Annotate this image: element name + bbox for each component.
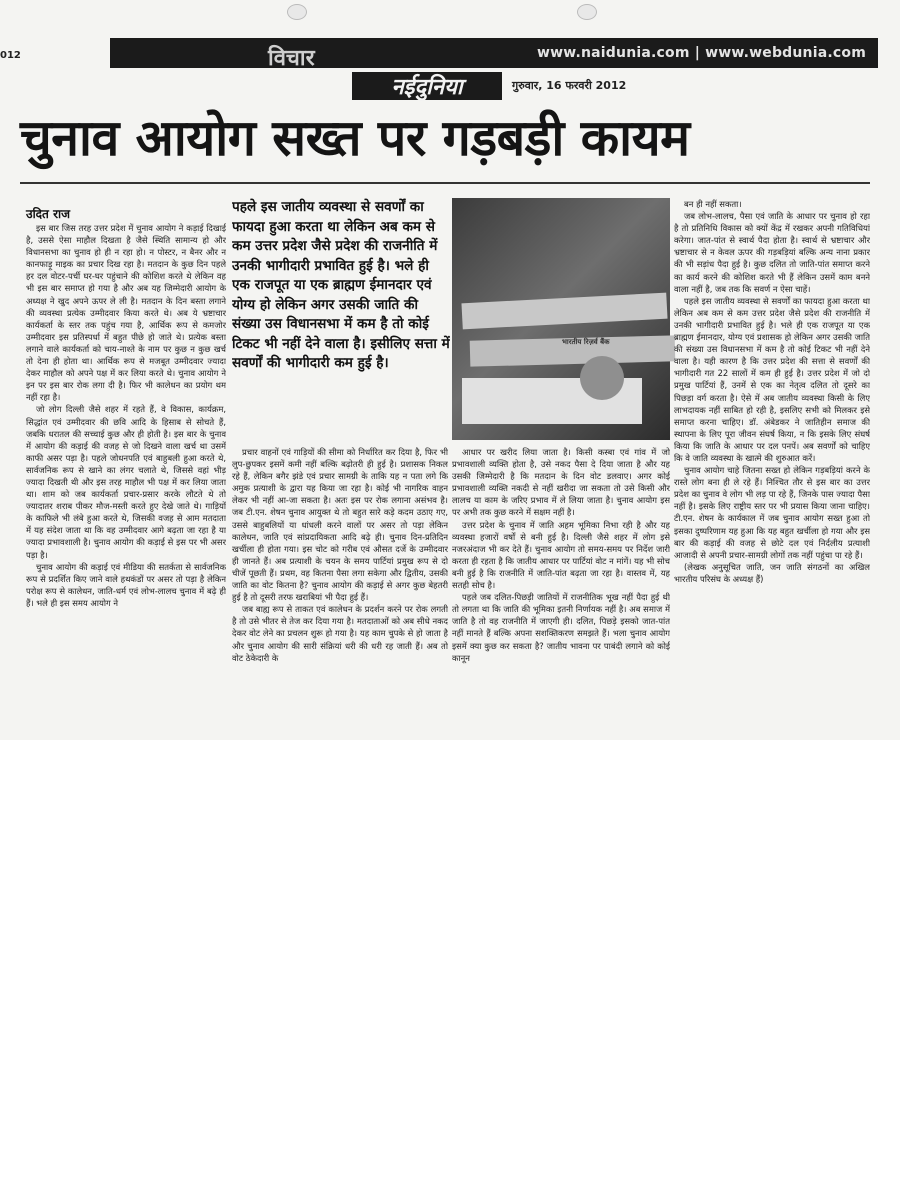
paragraph: चुनाव आयोग चाहे जितना सख्त हो लेकिन गड़बड़ियां करने के रास्ते लोग बना ही ले रहे हैं। निश्चित तौर से इस बार का उत्तर प्रदेश का चुनाव वे लोग भी लड़ पा रहे हैं, जिनके पास ज्यादा पैसा नहीं है। इसके लिए राष्ट्रीय स्तर पर भी प्रयास किया जाना चाहिए। टी.एन. शेषन के कार्यकाल में जब चुनाव आयोग सख्त हुआ तो इसका दुष्परिणाम यह हुआ कि यह बहुत खर्चीला हो गया और इस बार की कड़ाई की वजह से छोटे दल एवं निर्दलीय प्रत्याशी आजादी से अपनी प्रचार-सामग्री लोगों तक नहीं पहुंचा पा रहे हैं। xyxy=(674,465,870,560)
newspaper-logo: नईदुनिया xyxy=(352,72,502,100)
byline: उदित राज xyxy=(26,207,70,221)
article-column-1 xyxy=(26,222,226,717)
article-column-3 xyxy=(452,446,670,717)
binder-hole xyxy=(577,4,597,20)
paragraph: जब लोभ-लालच, पैसा एवं जाति के आधार पर चुनाव हो रहा है तो प्रतिनिधि विकास को क्यों केंद्र में रखकर अपनी गतिविधियां करेगा। जात-पांत से स्वार्थ पैदा होता है। स्वार्थ से भ्रष्टाचार और भ्रष्टाचार से न केवल ऊपर की गड़बड़ियां बल्कि अन्य नाना प्रकार की भी सड़ांध पैदा हुई है। कुछ दलित तो जाति-पांत समाप्त करने का कार्य करने की कोशिश करते भी हैं लेकिन उसमें काम बनने वाला नहीं है, जब तक कि सवर्ण न ऐसा चाहें। xyxy=(674,211,870,294)
headline: चुनाव आयोग सख्त पर गड़बड़ी कायम xyxy=(20,109,690,167)
article-column-4 xyxy=(674,198,870,717)
paragraph: जब बाह्य रूप से ताकत एवं कालेधन के प्रदर्शन करने पर रोक लगती है तो उसे भीतर से तेज कर दिया गया है। मतदाताओं को अब सीधे नकद देकर वोट लेने का प्रचलन शुरू हो गया है। यह काम चुपके से हो जाता है और चुनाव आयोग की सारी संक्रियां धरी की धरी रह जाती हैं। अब तो वोट ठेकेदारी के xyxy=(232,604,448,663)
issue-date: गुरुवार, 16 फरवरी 2012 xyxy=(512,79,627,92)
headline-rule xyxy=(20,182,870,184)
page-number: 012 xyxy=(0,50,21,61)
paragraph: चुनाव आयोग की कड़ाई एवं मीडिया की सतर्कता से सार्वजनिक रूप से प्रदर्शित किए जाने वाले हथकंडों पर असर तो पड़ा है लेकिन परोक्ष रूप से कालेधन, जाति-धर्म एवं लोभ-लालच चुनाव में बढ़े ही हैं। भले ही इस समय आयोग ने xyxy=(26,561,226,608)
paragraph: जो लोग दिल्ली जैसे शहर में रहते हैं, वे विकास, कार्यक्रम, सिद्धांत एवं उम्मीदवार की छवि आदि के हिसाब से सोचते हैं, जबकि धरातल की सच्चाई कुछ और ही होती है। इस बार के चुनाव में आयोग की कड़ाई की वजह से जो दिखने वाला खर्च था उसमें काफी असर पड़ा है। पहले जोधनपति एवं बाहुबली हुआ करते थे, सार्वजनिक रूप से खाने का लंगर चलाते थे, जिससे वहां भीड़ ज्यादा दिखती थी और इस तरह माहौल भी पक्ष में कर लिया जाता था। शाम को जब कार्यकर्ता प्रचार-प्रसार करके लौटते थे तो ज्यादातर शराब पीकर मौज-मस्ती करते हुए देखे जाते थे। गाड़ियों के काफिले भी लंबे हुआ करते थे, जिसकी वजह से आम मतदाता में यह संदेश जाता था कि वह उम्मीदवार आगे बढ़ता जा रहा है या ज्यादा प्रभावशाली है। चुनाव आयोग की कड़ाई से इस पर भी असर पड़ा है। xyxy=(26,404,226,560)
article-column-2 xyxy=(232,446,448,717)
paragraph: इस बार जिस तरह उत्तर प्रदेश में चुनाव आयोग ने कड़ाई दिखाई है, उससे ऐसा माहौल दिखता है जैसे स्थिति सामान्य हो और विधानसभा का चुनाव हो ही न रहा हो। न पोस्टर, न बैनर और न कानफाड़ू माइक का प्रचार दिख रहा है। मतदान के कुछ दिन पहले हर दल वोटर-पर्ची घर-घर पहुंचाने की कोशिश करते थे लेकिन वह भी इस बार समाप्त हो गया है और अब यह जिम्मेदारी आयोग के अध्यक्ष ने खुद अपने ऊपर ले ली है। मतदान के दिन बस्ता लगाने की व्यवस्था प्रत्येक उम्मीदवार किया करते थे। अब ये भ्रष्टाचार कार्यकर्ता के स्तर तक पहुंच गया है, आर्थिक रूप से कमजोर उम्मीदवार इस प्रतिस्पर्धा में बहुत पीछे हो जाते थे। प्रत्येक बस्ता लगाने वाले कार्यकर्ता को चाय-नाश्ते के नाम पर कुछ न कुछ खर्च तो देना ही होता था। आर्थिक रूप से मजबूत उम्मीदवार ज्यादा देकर माहौल को अपने पक्ष में कर लिया करते थे। चुनाव आयोग ने इन पर इस बार रोक लगा दी है। फिर भी कालेधन का प्रयोग थम नहीं रहा है। xyxy=(26,223,226,403)
gandhi-portrait-image xyxy=(580,356,624,400)
paragraph: पहले जब दलित-पिछड़ी जातियों में राजनीतिक भूख नहीं पैदा हुई थी तो लगता था कि जाति की भूमिका इतनी निर्णायक नहीं है। अब समाज में जाति है तो वह राजनीति में जाएगी ही। दलित, पिछड़े इसको जात-पांत नहीं मानते हैं बल्कि अपना सशक्तिकरण समझते हैं। भला चुनाव आयोग इसमें क्या कुछ कर सकता है? जातीय भावना पर पाबंदी लगाने को कोई कानून xyxy=(452,592,670,663)
author-note: (लेखक अनुसूचित जाति, जन जाति संगठनों का अखिल भारतीय परिसंघ के अध्यक्ष हैं) xyxy=(674,561,870,584)
paragraph: प्रचार वाहनों एवं गाड़ियों की सीमा को निर्धारित कर दिया है, फिर भी लुप-छुपकर इसमें कमी नहीं बल्कि बढ़ोतरी ही हुई है। प्रशासक निकल रहे हैं, लेकिन बगैर झंडे एवं प्रचार सामग्री के ताकि यह न पता लगे कि अमुक प्रत्याशी के द्वारा यह किया जा रहा है। कोई भी नागरिक वाहन लेकर भी नहीं आ-जा सकता है। अतः इस पर रोक लगाना असंभव है। जब टी.एन. शेषन चुनाव आयुक्त थे तो बहुत सारे कड़े कदम उठाए गए, उससे बाहुबलियों या धांधली करने वालों पर असर तो पड़ा लेकिन कालेधन, जाति एवं सांप्रदायिकता आदि बढ़े ही। चुनाव दिन-प्रतिदिन खर्चीला ही होता गया। इस चोट को गरीब एवं औसत दर्जे के उम्मीदवार ही जानते हैं। अब प्रत्याशी के चयन के समय पार्टियां प्रमुख रूप से दो चीजें पूछती हैं। प्रथम, वह कितना पैसा लगा सकेगा और द्वितीय, उसकी जाति का वोट कितना है? चुनाव आयोग की कड़ाई से अगर कुछ बेहतरी हुई है तो दूसरी तरफ खराबियां भी पैदा हुई हैं। xyxy=(232,447,448,603)
site-urls: www.naidunia.com | www.webdunia.com xyxy=(536,45,866,61)
banknote-text: भारतीय रिज़र्व बैंक xyxy=(562,338,610,346)
section-title: विचार xyxy=(268,46,315,71)
pull-quote: पहले इस जातीय व्यवस्था से सवर्णों का फायदा हुआ करता था लेकिन अब कम से कम उत्तर प्रदेश जैसे प्रदेश की राजनीति में उनकी भागीदारी प्रभावित हुई है। भले ही एक राजपूत या एक ब्राह्मण ईमानदार एवं योग्य हो लेकिन अगर उसकी जाति की संख्या उस विधानसभा में कम है तो कोई टिकट भी नहीं देने वाला है। इसीलिए सत्ता में सवर्णों की भागीदारी कम हुई है। xyxy=(232,199,450,371)
paragraph: आधार पर खरीद लिया जाता है। किसी कस्बा एवं गांव में जो प्रभावशाली व्यक्ति होता है, उसे नकद पैसा दे दिया जाता है और यह उसकी जिम्मेदारी है कि मतदान के दिन वोट डलवाए। अगर कोई प्रभावशाली व्यक्ति नकदी से नहीं खरीदा जा सकता तो उसे किसी और लालच या काम के जरिए प्रभाव में ले लिया जाता है। चुनाव आयोग इस पर अभी तक कुछ करने में सक्षम नहीं है। xyxy=(452,447,670,518)
binder-hole xyxy=(287,4,307,20)
paragraph: उत्तर प्रदेश के चुनाव में जाति अहम भूमिका निभा रही है और यह व्यवस्था हजारों वर्षों से बनी हुई है। दिल्ली जैसे शहर में लोग इसे नजरअंदाज भी कर देते हैं। चुनाव आयोग तो समय-समय पर निर्देश जारी करता ही रहता है कि जातीय आधार पर पार्टियां वोट न मांगें। यह भी सोच बनी हुई है कि राजनीति में जाति-पांत बढ़ता जा रहा है। वास्तव में, यह सतही सोच है। xyxy=(452,519,670,591)
paragraph: पहले इस जातीय व्यवस्था से सवर्णों का फायदा हुआ करता था लेकिन अब कम से कम उत्तर प्रदेश जैसे प्रदेश की राजनीति में उनकी भागीदारी प्रभावित हुई है। भले ही एक राजपूत या एक ब्राह्मण ईमानदार, योग्य एवं प्रशासक हो लेकिन अगर उसकी जाति की संख्या उस विधानसभा में कम है तो कोई टिकट भी नहीं देने वाला है। यही कारण है कि उत्तर प्रदेश की सत्ता से सवर्णों की भागीदारी गत 22 सालों में कम ही हुई है। उत्तर प्रदेश में जो दो प्रमुख पार्टियां हैं, उनमें से एक का नेतृत्व दलित तो दूसरे का पिछड़ा वर्ग करता है। ऐसे में अब जातीय व्यवस्था किसी के लिए लाभदायक नहीं साबित हो रही है, इसलिए सभी को मिलकर इसे समाप्त करना चाहिए। डॉ. अंबेडकर ने जातिहीन समाज की स्थापना के लिए पूरा जीवन संघर्ष किया, न कि इसके लिए संघर्ष किया कि जाति के आधार पर दल पनपें। अब सवर्णों को चाहिए कि वे जाति व्यवस्था के खात्मे की शुरुआत करें। xyxy=(674,295,870,463)
paragraph: बन ही नहीं सकता। xyxy=(684,199,742,209)
